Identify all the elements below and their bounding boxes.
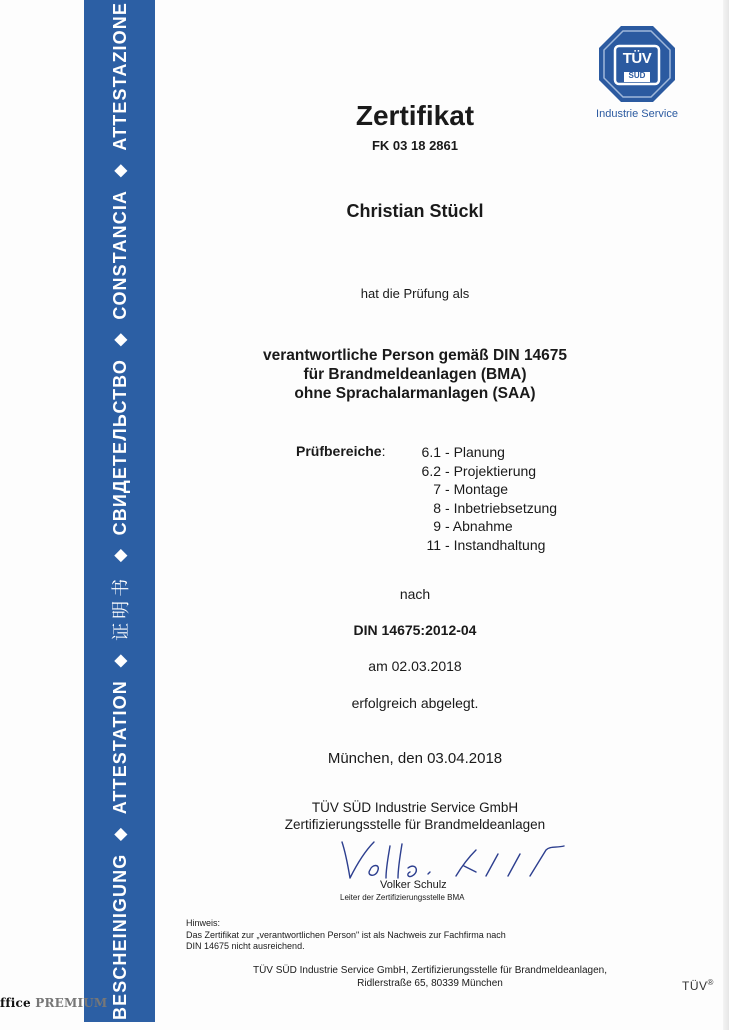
band-text bbox=[105, 0, 135, 1022]
band-separator-icon: ◆ bbox=[111, 827, 129, 841]
passed-exam-text: hat die Prüfung als bbox=[360, 286, 470, 301]
band-separator-icon: ◆ bbox=[111, 332, 129, 347]
band-word-de: BESCHEINIGUNG bbox=[109, 853, 129, 1020]
note-line: DIN 14675 nicht ausreichend. bbox=[186, 941, 305, 951]
logo-subtitle: Industrie Service bbox=[596, 108, 678, 120]
exam-result: erfolgreich abgelegt. bbox=[351, 695, 479, 711]
certificate-title: Zertifikat bbox=[355, 100, 475, 131]
area-name: Projektierung bbox=[453, 462, 537, 479]
tuv-trademark: TÜV® bbox=[682, 978, 714, 993]
list-item: 8 - Inbetriebsetzung bbox=[412, 499, 557, 518]
exam-date: am 02.03.2018 bbox=[368, 658, 462, 674]
note-block bbox=[186, 918, 606, 953]
according-to-text: nach bbox=[399, 586, 431, 602]
page-edge-shadow bbox=[723, 0, 729, 1030]
multilingual-side-band bbox=[84, 0, 155, 1022]
list-item: 6.2 - Projektierung bbox=[412, 462, 557, 481]
area-name: Instandhaltung bbox=[453, 536, 546, 553]
list-item: 9 - Abnahme bbox=[412, 517, 557, 536]
certificate-number: FK 03 18 2861 bbox=[371, 138, 458, 153]
scanner-stamp: ffice PREMIUM bbox=[0, 996, 108, 1010]
area-number: 8 bbox=[433, 499, 441, 516]
band-word-es: CONSTANCIA bbox=[109, 189, 129, 320]
logo-brand-sub: SÜD bbox=[628, 71, 646, 80]
band-separator-icon: ◆ bbox=[111, 548, 129, 562]
area-number: 11 bbox=[426, 536, 441, 553]
list-item: 11 - Instandhaltung bbox=[412, 536, 557, 555]
area-name: Planung bbox=[453, 444, 505, 460]
issuer-department: Zertifizierungsstelle für Brandmeldeanlagen bbox=[284, 817, 546, 832]
footer-line: Ridlerstraße 65, 80339 München bbox=[357, 977, 503, 989]
signer-role: Leiter der Zertifizierungsstelle BMA bbox=[340, 893, 465, 902]
standard-reference: DIN 14675:2012-04 bbox=[353, 622, 477, 638]
logo-brand-text: TÜV bbox=[622, 50, 652, 67]
list-item: 6.1 - Planung bbox=[412, 443, 557, 462]
test-areas-list bbox=[412, 443, 557, 554]
area-number: 6.1 bbox=[421, 444, 441, 460]
stamp-faded-text: PREMIUM bbox=[35, 996, 108, 1010]
footer-address bbox=[180, 965, 680, 990]
area-number: 9 bbox=[433, 518, 441, 534]
band-word-ru: СВИДЕТЕЛЬСТВО bbox=[109, 359, 129, 536]
place-and-date: München, den 03.04.2018 bbox=[327, 750, 503, 767]
area-name: Abnahme bbox=[452, 518, 513, 534]
note-heading: Hinweis: bbox=[186, 918, 221, 928]
qualification-line: verantwortliche Person gemäß DIN 14675 bbox=[262, 347, 568, 364]
band-separator-icon: ◆ bbox=[111, 163, 129, 177]
footer-line: TÜV SÜD Industrie Service GmbH, Zertifizierungsstelle für Brandmeldeanlagen, bbox=[252, 965, 608, 976]
band-separator-icon: ◆ bbox=[111, 653, 129, 668]
test-areas-label: Prüfbereiche: bbox=[296, 443, 386, 459]
signature-image bbox=[336, 832, 576, 882]
certificate-holder-name: Christian Stückl bbox=[346, 201, 484, 221]
area-name: Montage bbox=[453, 481, 509, 497]
band-word-fr: ATTESTATION bbox=[109, 680, 129, 815]
area-name: Inbetriebsetzung bbox=[453, 499, 558, 516]
issuer-organization: TÜV SÜD Industrie Service GmbH bbox=[311, 800, 519, 815]
area-number: 7 bbox=[433, 481, 441, 497]
note-line: Das Zertifikat zur „verantwortlichen Person" ist als Nachweis zur Fachfirma nach bbox=[186, 929, 506, 940]
qualification-block bbox=[170, 346, 660, 403]
band-word-it: ATTESTAZIONE bbox=[109, 2, 129, 151]
area-number: 6.2 bbox=[421, 462, 441, 479]
band-word-zh: 证明书 bbox=[110, 574, 132, 641]
signer-name: Volker Schulz bbox=[380, 879, 447, 891]
qualification-line: ohne Sprachalarmanlagen (SAA) bbox=[294, 385, 536, 402]
list-item: 7 - Montage bbox=[412, 480, 557, 499]
qualification-line: für Brandmeldeanlagen (BMA) bbox=[303, 366, 527, 383]
